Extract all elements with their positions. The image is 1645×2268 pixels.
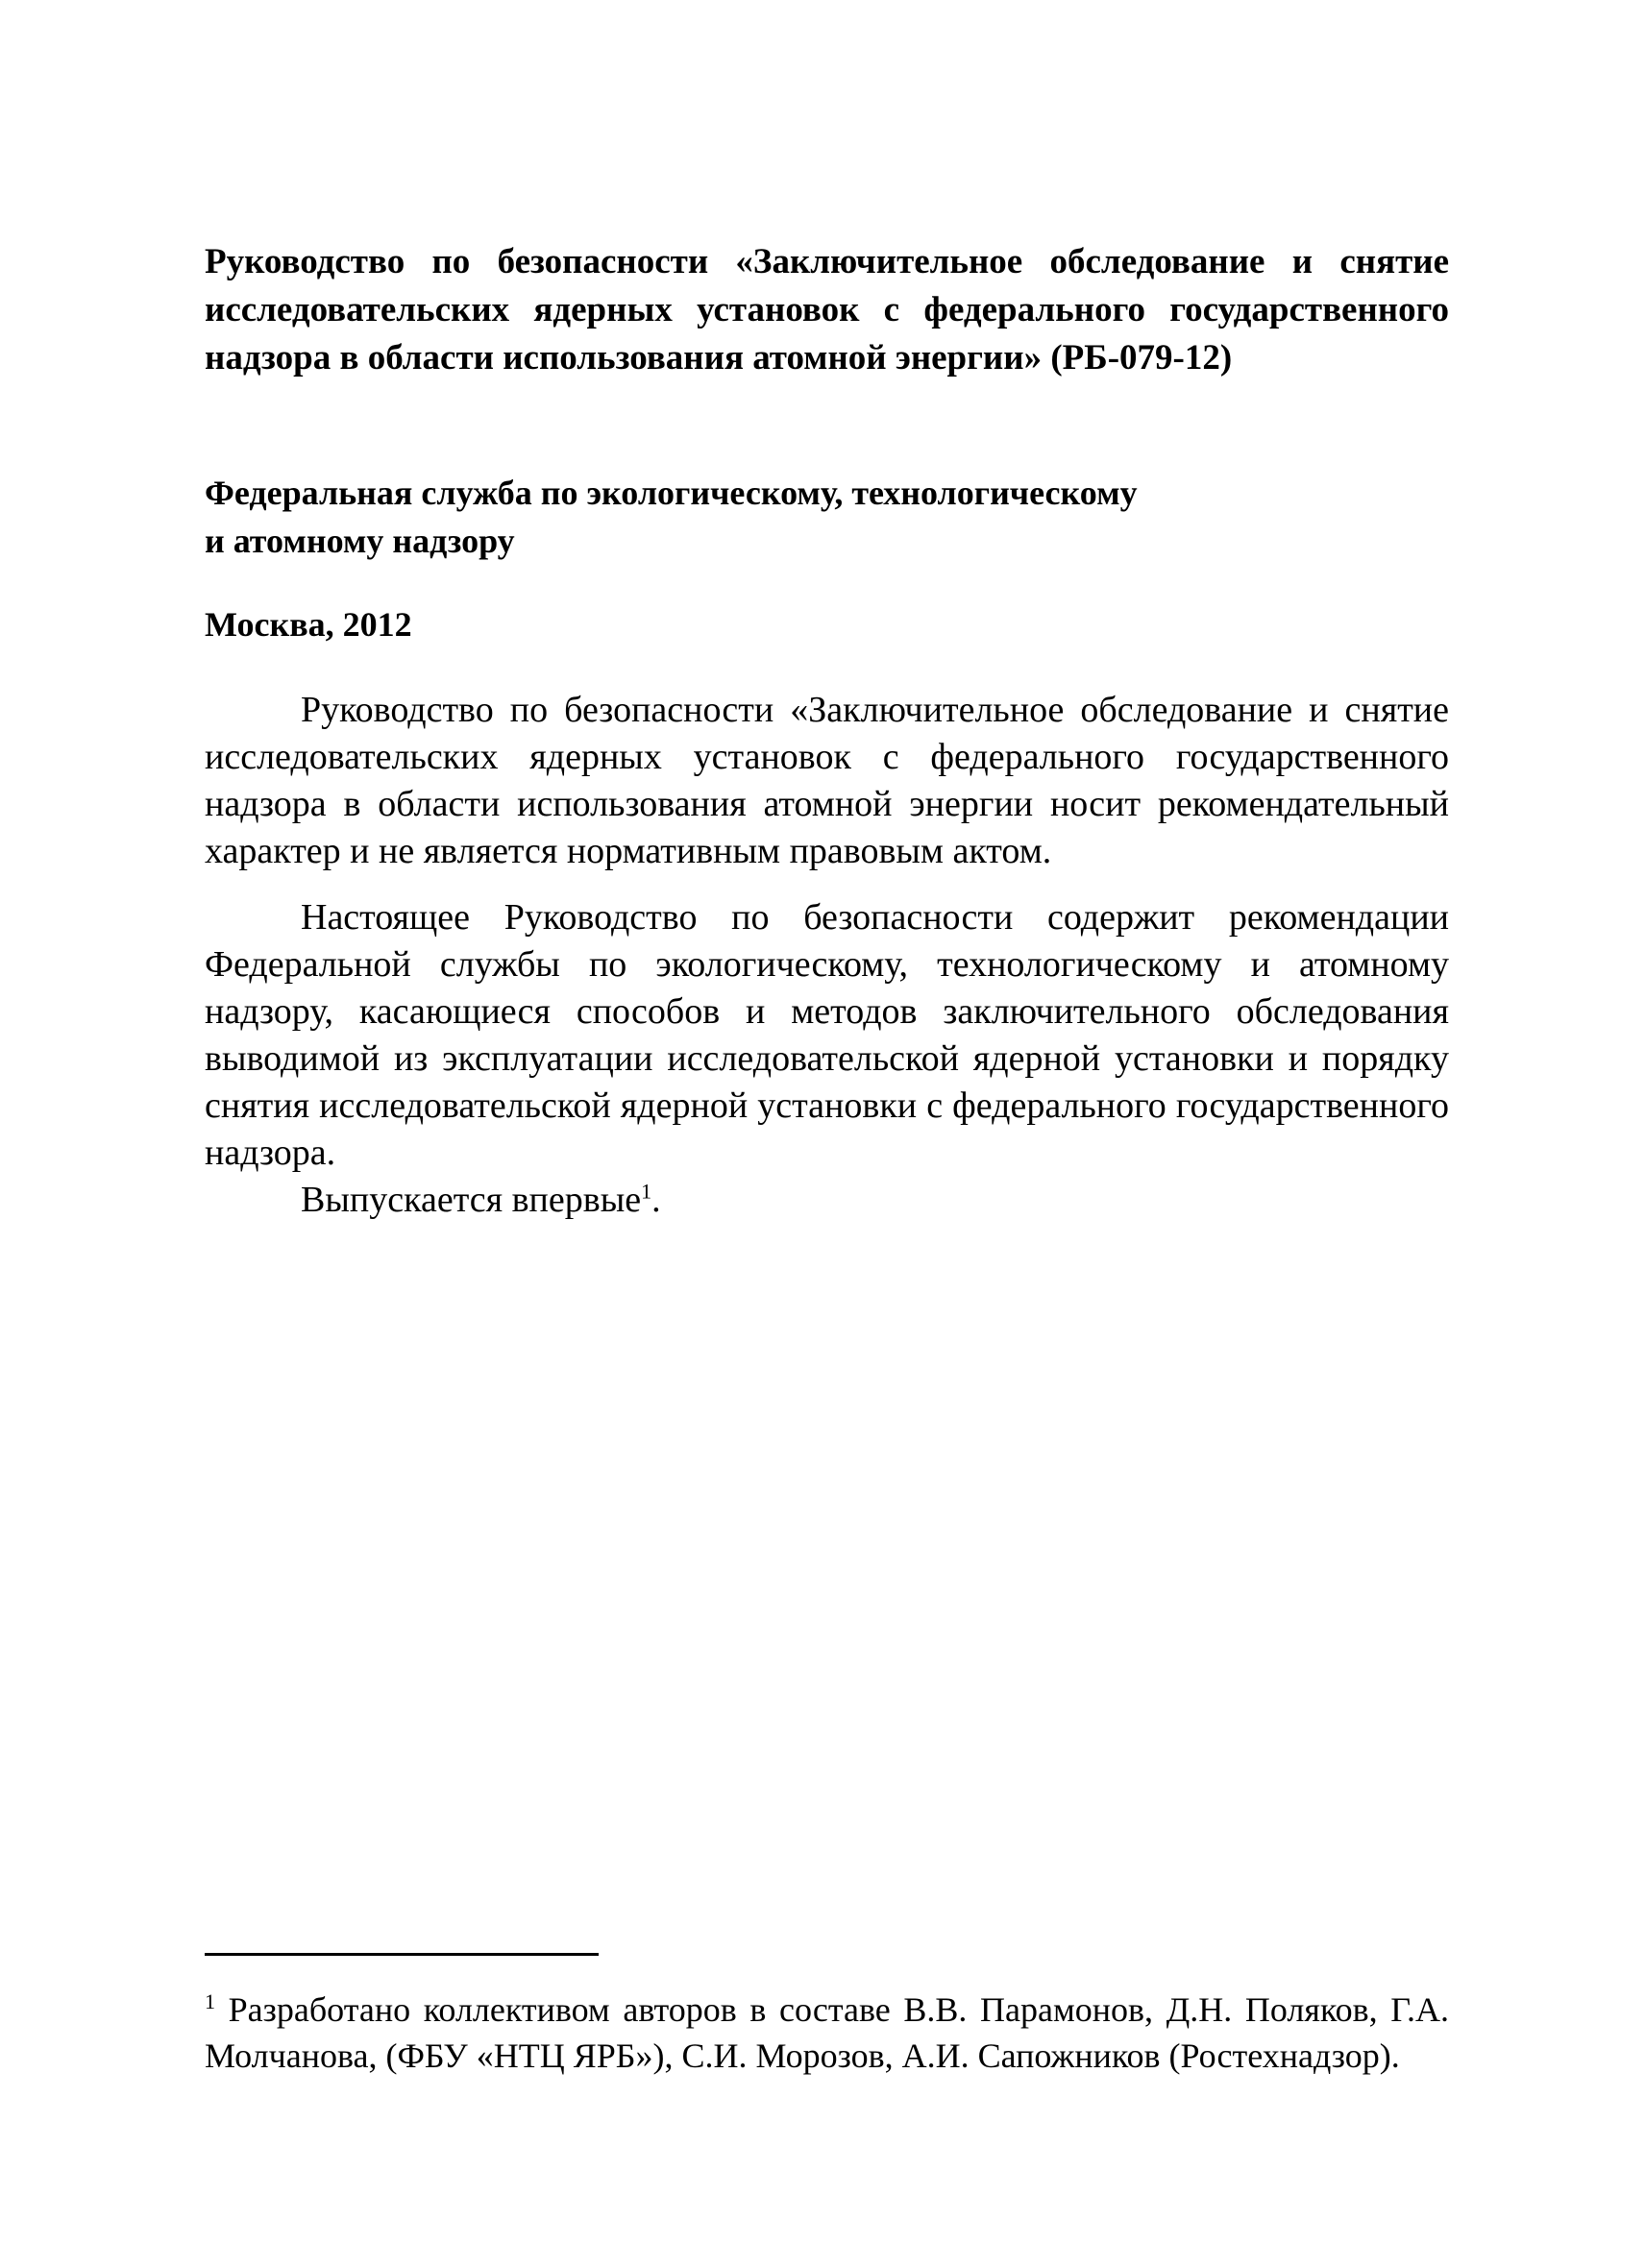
footnote-text: Разработано коллективом авторов в составе В.В. Парамонов, Д.Н. Поляков, Г.А. Молчанова, (ФБУ «НТЦ ЯРБ»), С.И. Морозов, А.И. Сапожников (Ростехнадзор). <box>205 1990 1450 2075</box>
first-edition-text: Выпускается впервые <box>301 1180 642 1220</box>
footnote-reference: 1 <box>641 1179 652 1204</box>
agency-name-line-1: Федеральная служба по экологическому, технологическому <box>205 474 1138 512</box>
footnote <box>205 1987 1449 2079</box>
paragraph-status: Руководство по безопасности «Заключительное обследование и снятие исследовательских ядерных установок с федерального государственного надзора в области использования атомной энергии носит рекомендательный характер и не является нормативным правовым актом. <box>205 690 1449 871</box>
agency-name-line-2: и атомному надзору <box>205 522 515 560</box>
publication-place-year: Москва, 2012 <box>205 605 412 644</box>
paragraph-first-edition: Выпускается впервые$^1$. <box>301 1179 661 1220</box>
document-body <box>205 687 1449 1224</box>
document-title: Руководство по безопасности «Заключительное обследование и снятие исследовательских ядерных установок с федерального государственного надзора в области использования атомной энергии» (РБ-079-12) <box>205 242 1449 378</box>
footnote-separator <box>205 1953 599 1956</box>
paragraph-scope: Настоящее Руководство по безопасности содержит рекомендации Федеральной службы по экологическому, технологическому и атомному надзору, касающиеся способов и методов заключительного обследования выводимой из эксплуатации исследовательской ядерной установки и порядку снятия исследовательской ядерной установки с федерального государственного надзора. <box>205 897 1449 1173</box>
agency-name <box>205 469 1358 565</box>
footnote-marker: 1 <box>205 1989 215 2013</box>
